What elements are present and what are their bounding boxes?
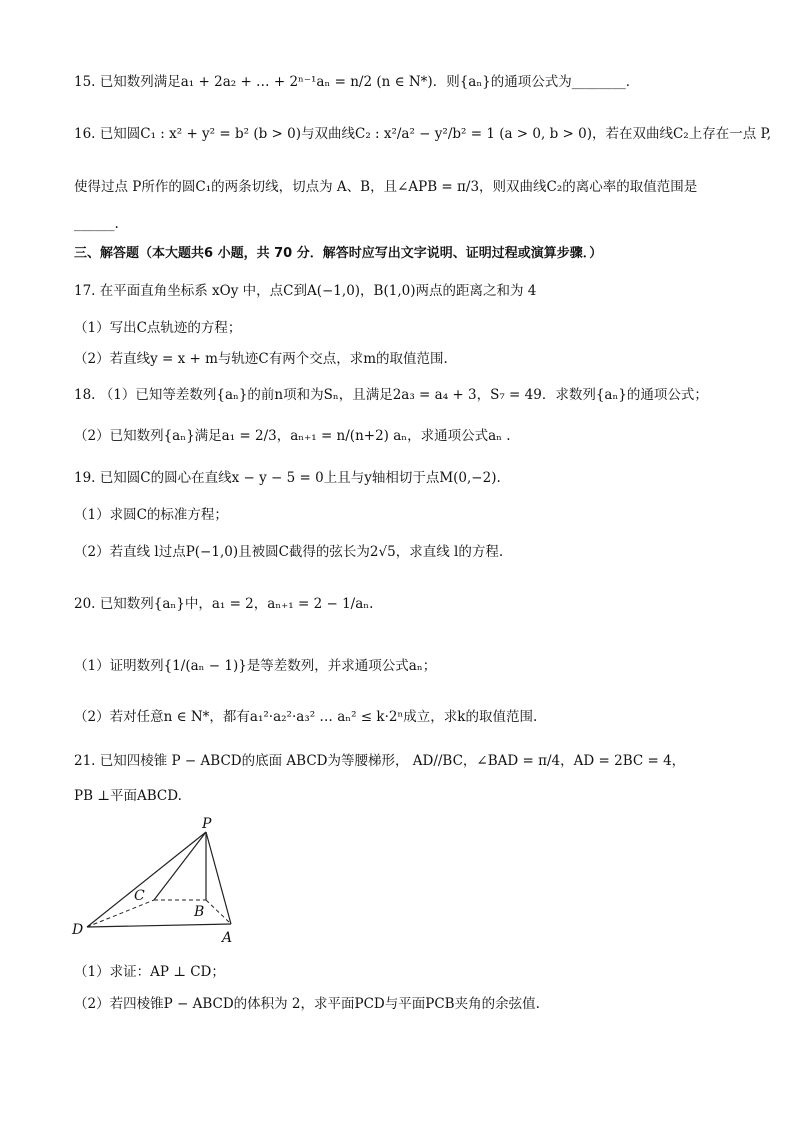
section-3-heading: 三、解答题（本大题共6 小题，共 70 分．解答时应写出文字说明、证明过程或演算步骤．） — [74, 246, 603, 261]
question-17-stem: 17. 在平面直角坐标系 xOy 中，点C到A(−1,0)，B(1,0)两点的距离之和为 4 — [74, 283, 537, 299]
question-17-part-2: （2）若直线y = x + m与轨迹C有两个交点，求m的取值范围. — [74, 351, 448, 367]
label-b: B — [194, 904, 205, 920]
question-20-stem: 20. 已知数列{aₙ}中，a₁ = 2，aₙ₊₁ = 2 − 1/aₙ. — [74, 596, 374, 612]
edge-dc-hidden — [87, 900, 154, 927]
label-p: P — [202, 816, 212, 832]
label-c: C — [134, 888, 145, 904]
question-15: 15. 已知数列满足a₁ + 2a₂ + … + 2ⁿ⁻¹aₙ = n/2 (n ∈ N*)．则{aₙ}的通项公式为________． — [74, 74, 640, 90]
question-21-line-2: PB ⊥平面ABCD. — [74, 788, 182, 804]
question-19-part-1: （1）求圆C的标准方程； — [74, 507, 228, 523]
question-20-part-2: （2）若对任意n ∈ N*，都有a₁²·a₂²·a₃² … aₙ² ≤ k·2ⁿ成立，求k的取值范围. — [74, 709, 538, 725]
question-18-part-2: （2）已知数列{aₙ}满足a₁ = 2/3，aₙ₊₁ = n/(n+2) aₙ，求通项公式aₙ . — [74, 428, 511, 444]
question-21-line-1: 21. 已知四棱锥 P − ABCD的底面 ABCD为等腰梯形， AD//BC，∠BAD = π/4，AD = 2BC = 4， — [74, 753, 686, 769]
question-17-part-1: （1）写出C点轨迹的方程； — [74, 320, 242, 336]
question-21-part-1: （1）求证：AP ⊥ CD； — [74, 964, 225, 980]
question-19-stem: 19. 已知圆C的圆心在直线x − y − 5 = 0上且与y轴相切于点M(0,−2). — [74, 470, 501, 486]
pyramid-figure — [70, 812, 250, 947]
question-16-line-1: 16. 已知圆C₁ : x² + y² = b² (b > 0)与双曲线C₂ : x²/a² − y²/b² = 1 (a > 0, b > 0)，若在双曲线C₂上存在一点 P, — [74, 126, 772, 142]
question-21-part-2: （2）若四棱锥P − ABCD的体积为 2，求平面PCD与平面PCB夹角的余弦值. — [74, 996, 540, 1012]
label-a: A — [222, 930, 233, 946]
question-16-line-2: 使得过点 P所作的圆C₁的两条切线，切点为 A、B，且∠APB = π/3，则双曲线C₂的离心率的取值范围是 — [74, 179, 698, 195]
edge-dp — [87, 832, 206, 927]
question-19-part-2: （2）若直线 l过点P(−1,0)且被圆C截得的弦长为2√5，求直线 l的方程. — [74, 544, 504, 560]
label-d: D — [72, 922, 84, 938]
edge-da — [87, 924, 231, 927]
question-18-part-1: 18. （1）已知等差数列{aₙ}的前n项和为Sₙ，且满足2a₃ = a₄ + 3，S₇ = 49．求数列{aₙ}的通项公式； — [74, 387, 708, 403]
edge-pc — [154, 832, 206, 900]
question-20-part-1: （1）证明数列{1/(aₙ − 1)}是等差数列，并求通项公式aₙ； — [74, 658, 437, 674]
question-16-line-3: ______. — [74, 216, 119, 232]
edge-ap — [206, 832, 231, 924]
